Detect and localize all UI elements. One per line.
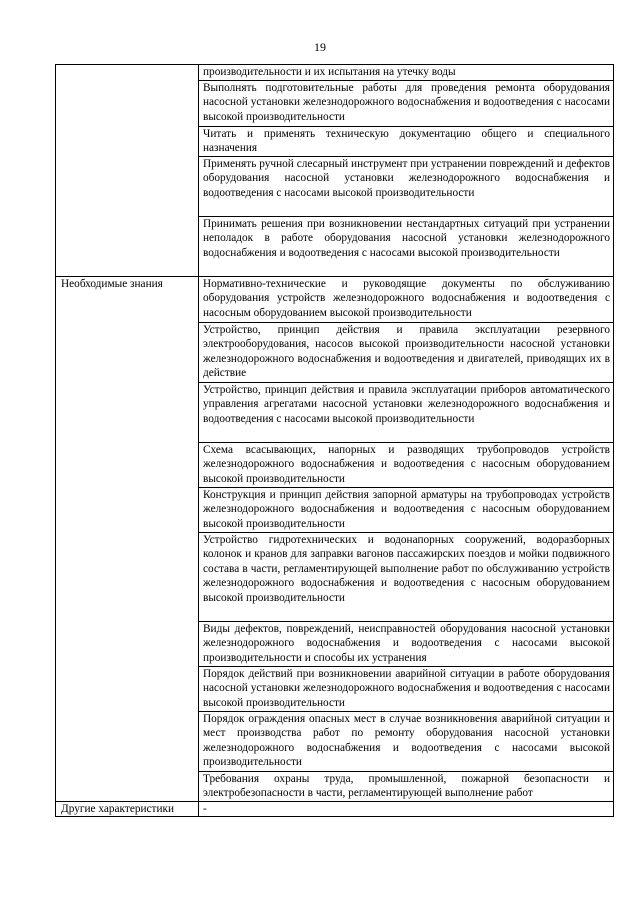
skill-item: Выполнять подготовительные работы для проведения ремонта оборудования насосной установки железнодорожного водоснабжения и водоотведения с насосами высокой производительности	[199, 81, 614, 127]
knowledge-item: Порядок действий при возникновении аварийной ситуации в работе оборудования насосной установки железнодорожного водоснабжения и водоотведения с насосами высокой производительности	[199, 667, 614, 712]
skill-item: Читать и применять техническую документацию общего и специального назначения	[199, 127, 614, 157]
table-row	[56, 277, 614, 323]
skill-item: производительности и их испытания на утечку воды	[199, 65, 614, 81]
table-row	[56, 65, 614, 81]
knowledge-item: Виды дефектов, повреждений, неисправностей оборудования насосной установки железнодорожного водоснабжения и водоотведения с насосами высокой производительности и способы их устранения	[199, 622, 614, 667]
other-characteristics-value: -	[199, 802, 614, 817]
skill-item: Принимать решения при возникновении нестандартных ситуаций при устранении неполадок в работе оборудования насосной установки железнодорожного водоснабжения и водоотведения с насосами высокой производительности	[199, 217, 614, 277]
knowledge-item: Устройство, принцип действия и правила эксплуатации резервного электрооборудования, насосов высокой производительности насосной установки железнодорожного водоснабжения и водоотведения и двигателей, приводящих их в действие	[199, 323, 614, 383]
skill-item: Применять ручной слесарный инструмент при устранении повреждений и дефектов оборудования насосной установки железнодорожного водоснабжения и водоотведения с насосами высокой производительности	[199, 157, 614, 217]
knowledge-item: Требования охраны труда, промышленной, пожарной безопасности и электробезопасности в части, регламентирующей выполнение работ	[199, 772, 614, 802]
table-row	[56, 802, 614, 817]
knowledge-item: Схема всасывающих, напорных и разводящих трубопроводов устройств железнодорожного водоснабжения и водоотведения с насосным оборудованием высокой производительности	[199, 443, 614, 488]
knowledge-item: Нормативно-технические и руководящие документы по обслуживанию оборудования устройств железнодорожного водоснабжения и водоотведения с насосным оборудованием высокой производительности	[199, 277, 614, 323]
knowledge-item: Устройство гидротехнических и водонапорных сооружений, водоразборных колонок и кранов для заправки вагонов пассажирских поездов и мойки подвижного состава в части, регламентирующей выполнение работ по обслуживанию устройств железнодорожного водоснабжения и водоотведения с насосным оборудованием высокой производительности	[199, 533, 614, 622]
other-characteristics-label: Другие характеристики	[56, 802, 199, 817]
requirements-table	[55, 64, 614, 817]
page-number: 19	[314, 40, 326, 54]
skills-label-cell	[56, 65, 199, 277]
knowledge-item: Порядок ограждения опасных мест в случае возникновения аварийной ситуации и мест производства работ по ремонту оборудования насосной установки железнодорожного водоснабжения и водоотведения с насосами высокой производительности	[199, 712, 614, 772]
knowledge-label: Необходимые знания	[56, 277, 199, 802]
knowledge-item: Конструкция и принцип действия запорной арматуры на трубопроводах устройств железнодорожного водоснабжения и водоотведения с насосным оборудованием высокой производительности	[199, 488, 614, 533]
knowledge-item: Устройство, принцип действия и правила эксплуатации приборов автоматического управления агрегатами насосной установки железнодорожного водоснабжения и водоотведения с насосами высокой производительности	[199, 383, 614, 443]
